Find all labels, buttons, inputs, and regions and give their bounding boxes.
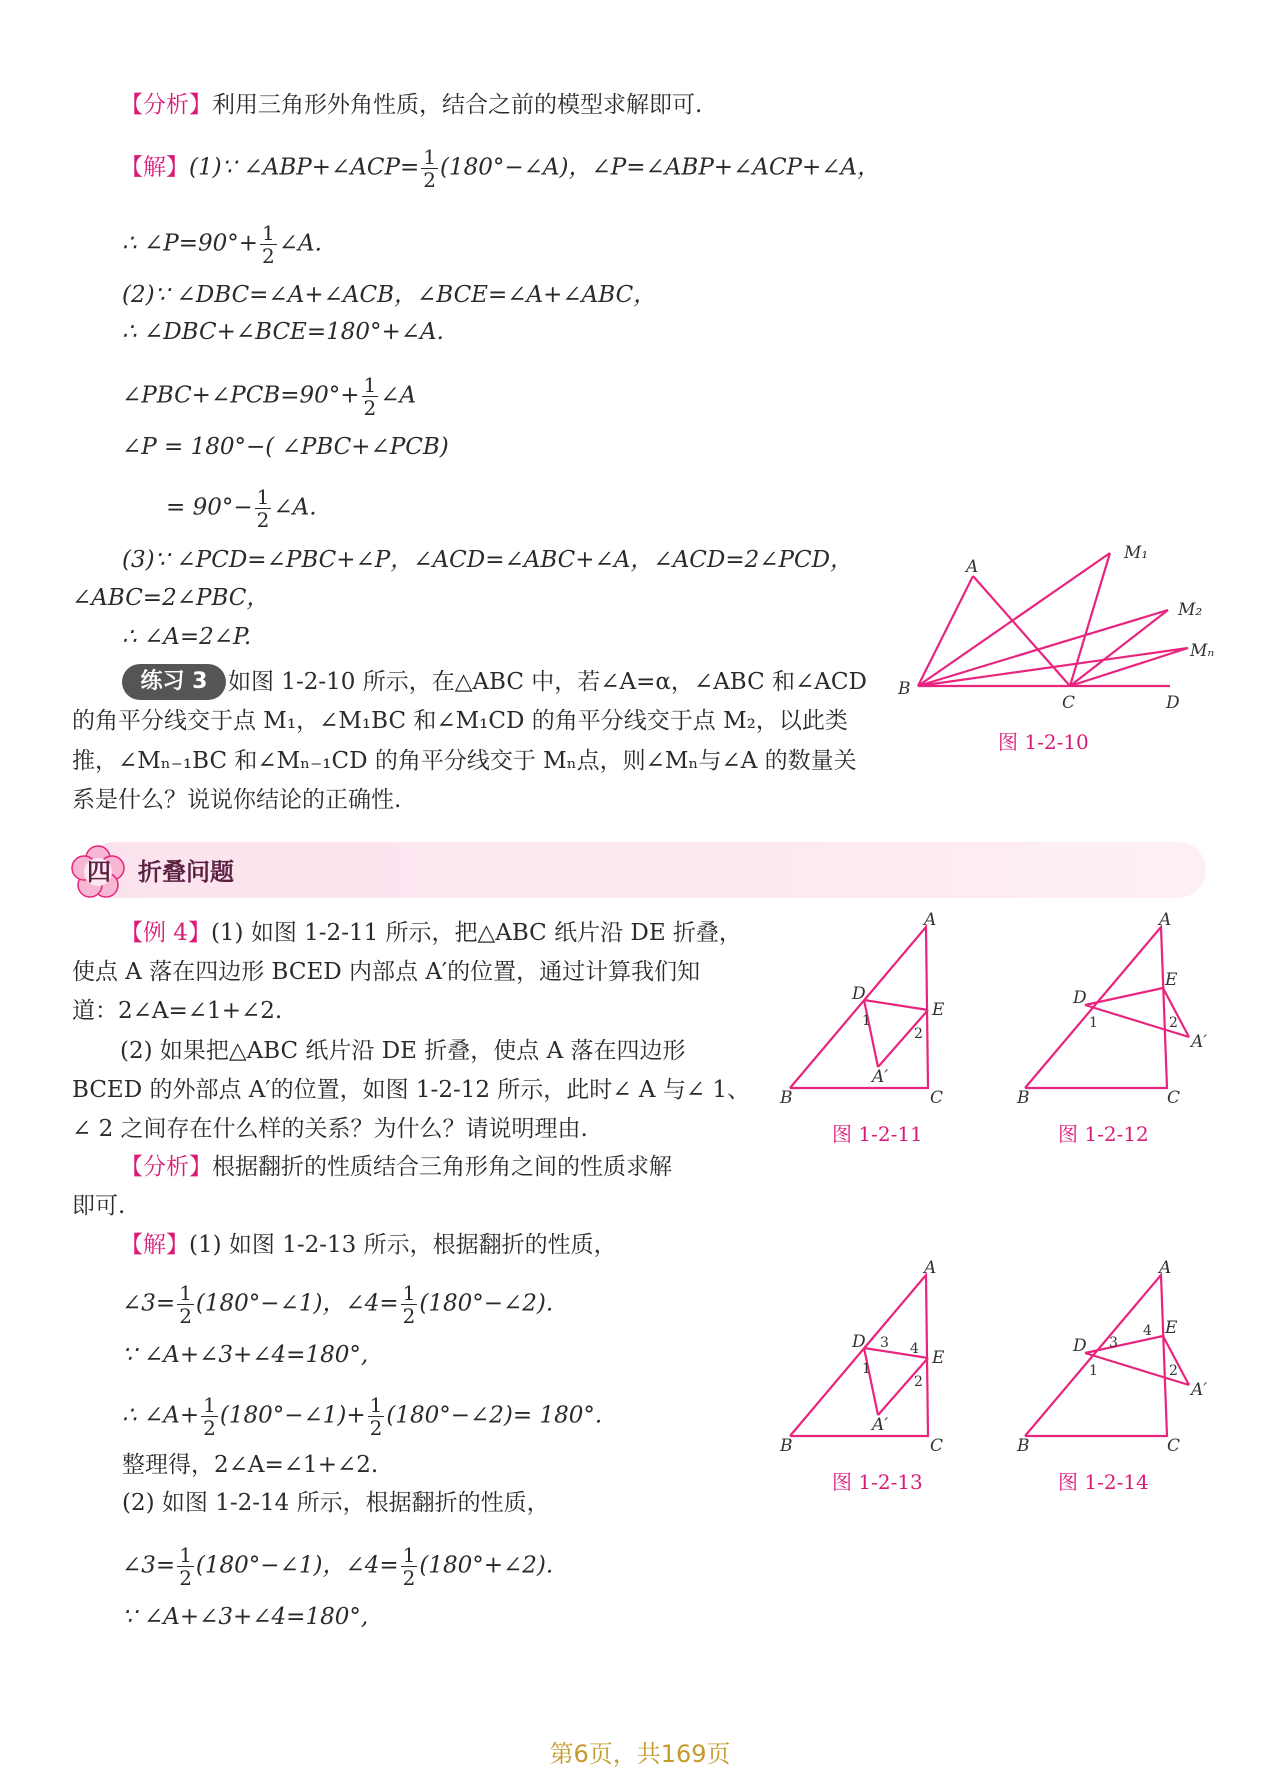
figure-label: B — [780, 1436, 793, 1456]
solution-label: 【解】 — [120, 154, 189, 181]
section-banner — [86, 842, 1206, 898]
example-label: 【例 4】 — [120, 920, 211, 946]
analysis2-line-2: 即可. — [72, 1193, 126, 1219]
figure-label: E — [1165, 970, 1178, 990]
figure-label: B — [1017, 1088, 1030, 1108]
fraction: $\frac{1}{2}$ — [363, 373, 377, 420]
solution-line-7: = 90°− $\frac{1}{2}$ ∠A. — [166, 485, 317, 532]
figure-label: B — [1017, 1436, 1030, 1456]
figure-label: 2 — [1169, 1363, 1178, 1379]
fig10-label-M2: M₂ — [1178, 600, 1203, 620]
figure-caption: 图 1-2-12 — [1058, 1122, 1149, 1146]
solution2-line-8: ∵ ∠A+∠3+∠4=180°, — [122, 1604, 369, 1630]
example-line-4: (2) 如果把△ABC 纸片沿 DE 折叠，使点 A 落在四边形 — [120, 1038, 686, 1064]
figure-label: 2 — [914, 1026, 923, 1042]
solution2-line-3: ∵ ∠A+∠3+∠4=180°, — [122, 1342, 369, 1368]
figure-label: A — [924, 910, 937, 930]
figure-label: D — [852, 1332, 866, 1352]
exercise-line-2: 的角平分线交于点 M₁，∠M₁BC 和∠M₁CD 的角平分线交于点 M₂，以此类 — [72, 708, 848, 734]
figure-1-2-14 — [1005, 1258, 1215, 1463]
figure-label: B — [780, 1088, 793, 1108]
figure-label: D — [1073, 988, 1087, 1008]
exercise-badge: 练习 3 — [122, 664, 226, 700]
figure-label: A — [924, 1258, 937, 1278]
solution2-line-7: ∠3= $\frac{1}{2}$ (180°−∠1)，∠4= $\frac{1}{2}$ (180°+∠2). — [122, 1543, 554, 1590]
solution-line-6: ∠P = 180°−( ∠PBC+∠PCB) — [122, 434, 449, 460]
fraction: $\frac{1}{2}$ — [256, 485, 270, 532]
fraction: $\frac{1}{2}$ — [262, 221, 275, 268]
solution2-line-4: ∴ ∠A+ $\frac{1}{2}$ (180°−∠1)+ $\frac{1}{2}$ (180°−∠2)= 180°. — [122, 1393, 603, 1440]
section-number: 四 — [87, 858, 111, 886]
figure-label: C — [1167, 1436, 1181, 1456]
figure-label: C — [1167, 1088, 1181, 1108]
figure-label: 1 — [1089, 1015, 1098, 1031]
solution2-line-5: 整理得，2∠A=∠1+∠2. — [122, 1452, 379, 1478]
figure-label: 4 — [910, 1341, 919, 1357]
figure-1-2-13 — [780, 1258, 980, 1463]
figure-label: E — [932, 1000, 945, 1020]
solution-line-10: ∴ ∠A=2∠P. — [122, 624, 252, 650]
page-footer: 第6页，共169页 — [549, 1740, 731, 1768]
figure-label: D — [852, 984, 866, 1004]
figure-label: A — [1159, 910, 1172, 930]
solution2-line-2: ∠3= $\frac{1}{2}$ (180°−∠1)，∠4= $\frac{1}{2}$ (180°−∠2). — [122, 1281, 554, 1328]
figure-label: 2 — [1169, 1015, 1178, 1031]
fig10-label-M1: M₁ — [1124, 543, 1149, 563]
figure-label: C — [930, 1088, 944, 1108]
figure-caption: 图 1-2-14 — [1058, 1470, 1149, 1494]
fig10-label-B: B — [898, 679, 911, 699]
figure-1-2-12 — [1005, 910, 1215, 1115]
example-line-2: 使点 A 落在四边形 BCED 内部点 A′的位置，通过计算我们知 — [72, 959, 701, 985]
solution-line-8: (3)∵ ∠PCD=∠PBC+∠P，∠ACD=∠ABC+∠A，∠ACD=2∠PCD， — [122, 547, 854, 573]
analysis2-line-1: 【分析】根据翻折的性质结合三角形角之间的性质求解 — [120, 1154, 672, 1180]
figure-label: 1 — [862, 1361, 871, 1377]
fig10-label-A: A — [966, 557, 979, 577]
figure-caption: 图 1-2-11 — [832, 1122, 923, 1146]
solution-line-4: ∴ ∠DBC+∠BCE=180°+∠A. — [122, 319, 444, 345]
figure-label: E — [1165, 1318, 1178, 1338]
solution-line-9: ∠ABC=2∠PBC， — [72, 585, 270, 611]
exercise-line-4: 系是什么？说说你结论的正确性. — [72, 787, 402, 813]
solution-line-3: (2)∵ ∠DBC=∠A+∠ACB，∠BCE=∠A+∠ABC， — [122, 282, 657, 308]
figure-label: 3 — [1109, 1335, 1118, 1351]
fig10-label-C: C — [1062, 693, 1076, 713]
solution-line-2: ∴ ∠P=90°+ $\frac{1}{2}$ ∠A. — [122, 221, 322, 268]
solution-line-5: ∠PBC+∠PCB=90°+ $\frac{1}{2}$ ∠A — [122, 373, 417, 420]
solution-line-1: 【解】(1)∵ ∠ABP+∠ACP= $\frac{1}{2}$ (180°−∠A)，∠P=∠ABP+∠ACP+∠A， — [120, 145, 881, 192]
analysis-text: 利用三角形外角性质，结合之前的模型求解即可. — [212, 92, 703, 118]
exercise-line-1: 如图 1-2-10 所示，在△ABC 中，若∠A=α，∠ABC 和∠ACD — [228, 669, 867, 695]
figure-caption: 图 1-2-13 — [832, 1470, 923, 1494]
section-title: 折叠问题 — [138, 858, 234, 886]
example-line-3: 道：2∠A=∠1+∠2. — [72, 998, 283, 1024]
figure-caption: 图 1-2-10 — [998, 730, 1089, 754]
example-line-5: BCED 的外部点 A′的位置，如图 1-2-12 所示，此时∠ A 与∠ 1、 — [72, 1077, 751, 1103]
figure-label: 1 — [862, 1013, 871, 1029]
figure-label: 4 — [1143, 1323, 1152, 1339]
figure-label: 3 — [880, 1335, 889, 1351]
exercise-line-3: 推，∠Mₙ₋₁BC 和∠Mₙ₋₁CD 的角平分线交于 Mₙ点，则∠Mₙ与∠A 的数量关 — [72, 748, 857, 774]
figure-label: A′ — [1191, 1032, 1208, 1052]
analysis-paragraph — [120, 90, 702, 120]
figure-label: A′ — [1191, 1380, 1208, 1400]
figure-label: A′ — [872, 1067, 889, 1087]
analysis-label: 【分析】 — [120, 92, 212, 118]
figure-label: A — [1159, 1258, 1172, 1278]
figure-label: 2 — [914, 1374, 923, 1390]
fig10-label-D: D — [1166, 693, 1180, 713]
figure-label: 1 — [1089, 1363, 1098, 1379]
example-line-1: 【例 4】(1) 如图 1-2-11 所示，把△ABC 纸片沿 DE 折叠， — [120, 920, 742, 946]
solution2-line-6: (2) 如图 1-2-14 所示，根据翻折的性质， — [122, 1490, 550, 1516]
example-line-6: ∠ 2 之间存在什么样的关系？为什么？请说明理由. — [72, 1116, 588, 1142]
fraction: $\frac{1}{2}$ — [423, 145, 437, 192]
figure-1-2-11 — [780, 910, 980, 1115]
figure-label: D — [1073, 1336, 1087, 1356]
figure-label: A′ — [872, 1415, 889, 1435]
solution2-line-1: 【解】(1) 如图 1-2-13 所示，根据翻折的性质， — [120, 1232, 617, 1258]
fig10-label-Mn: Mₙ — [1190, 641, 1215, 661]
figure-label: E — [932, 1348, 945, 1368]
figure-label: C — [930, 1436, 944, 1456]
